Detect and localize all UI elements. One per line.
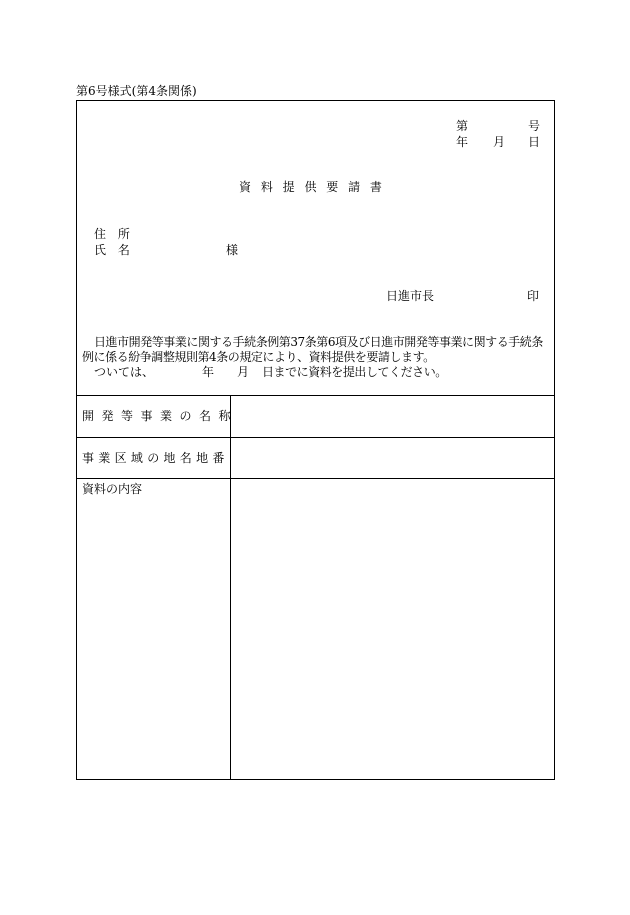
form-number-label: 第6号様式(第4条関係) [76,84,197,98]
name-label: 氏 名 [94,243,134,257]
mayor-label: 日進市長 [386,289,435,303]
body-line-3-suffix: 日までに資料を提出してください。 [262,365,447,379]
seal-mark: 印 [527,289,540,303]
date-day: 日 [528,135,541,149]
date-year: 年 [456,135,469,149]
materials-content-label: 資料の内容 [82,482,143,496]
body-line-1: 日進市開発等事業に関する手続条例第37条第6項及び日進市開発等事業に関する手続条 [94,335,543,349]
row-divider-1 [77,437,555,438]
document-number-go: 号 [528,119,541,133]
body-line-3-prefix: ついては、 [94,365,155,379]
table-top-border [77,395,555,396]
body-line-2: 例に係る紛争調整規則第4条の規定により、資料提供を要請します。 [82,350,435,364]
body-line-3-year: 年 [202,365,215,379]
table-column-divider [230,395,231,780]
address-label: 住 所 [94,227,134,241]
project-name-label: 開発等事業の名称 [82,409,239,423]
body-line-3-month: 月 [237,365,250,379]
request-form [76,100,555,780]
project-area-label: 事業区域の地名地番 [82,451,229,465]
date-month: 月 [493,135,506,149]
row-divider-2 [77,478,555,479]
honorific-sama: 様 [226,243,239,257]
document-number-dai: 第 [456,119,469,133]
document-title: 資 料 提 供 要 請 書 [239,180,385,194]
